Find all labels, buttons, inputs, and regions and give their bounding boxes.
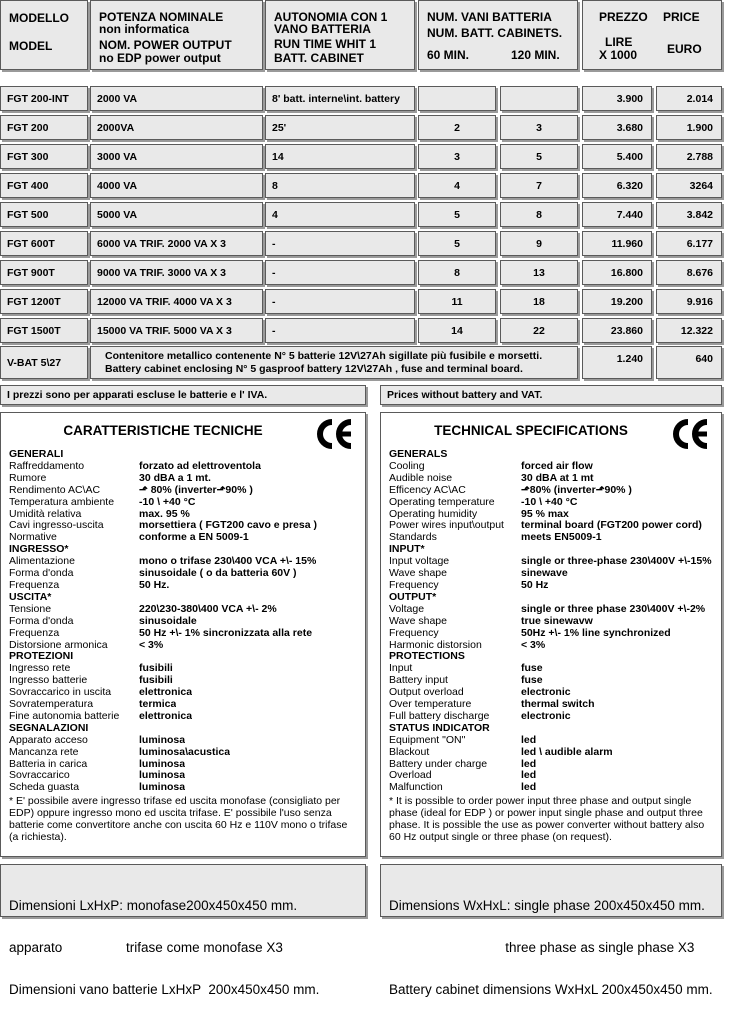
spec-key: Distorsione armonica (9, 639, 108, 651)
spec-key: Harmonic distorsion (389, 639, 482, 651)
spec-value: < 3% (521, 639, 546, 651)
spec-row (389, 663, 715, 675)
spec-row (9, 687, 359, 699)
spec-row (389, 616, 715, 628)
spec-value: luminosa (139, 734, 186, 746)
spec-value: single or three phase 230\400V +\-2% (521, 603, 706, 615)
spec-row (389, 461, 715, 473)
spec-value: terminal board (FGT200 power cord) (521, 520, 702, 532)
row-euro-cell: 2.788 (656, 144, 722, 169)
price-note-it: I prezzi sono per apparati escluse le batterie e l' IVA. (0, 385, 366, 405)
row-min60-cell: 5 (418, 231, 496, 256)
spec-row (9, 485, 359, 497)
spec-value: luminosa (139, 782, 186, 794)
spec-row (9, 461, 359, 473)
spec-key: Sovraccarico (9, 770, 70, 782)
spec-row (9, 520, 359, 532)
spec-value: -10 \ +40 °C (139, 496, 196, 508)
spec-row (389, 675, 715, 687)
row-power-cell: 9000 VA TRIF. 3000 VA X 3 (90, 260, 263, 285)
spec-row (389, 699, 715, 711)
spec-value: true sinewavw (521, 615, 593, 627)
spec-key: Batteria in carica (9, 758, 88, 770)
row-min120-cell: 22 (500, 318, 578, 343)
spec-section-heading: OUTPUT* (389, 590, 437, 603)
vbat-euro: 640 (656, 346, 722, 379)
spec-title-it: CARATTERISTICHE TECNICHE (63, 423, 263, 438)
spec-value: 30 dBA a 1 mt. (139, 472, 211, 484)
row-min120-cell: 8 (500, 202, 578, 227)
row-autonomy-cell: - (265, 260, 415, 285)
header-autonomy-line3: RUN TIME WHIT 1 (274, 37, 376, 51)
spec-value: led (521, 758, 537, 770)
header-model-en: MODEL (9, 39, 53, 53)
spec-key: Malfunction (389, 782, 443, 794)
spec-key: Rumore (9, 472, 47, 484)
spec-value: luminosa (139, 770, 186, 782)
row-lire-cell: 23.860 (582, 318, 652, 343)
dim-en-line2: three phase as single phase X3 (389, 940, 695, 955)
row-autonomy-cell: 25' (265, 115, 415, 140)
spec-key: Audible noise (389, 472, 453, 484)
row-model-cell: FGT 600T (0, 231, 88, 256)
vbat-desc-it: Contenitore metallico contenente N° 5 batterie 12V\27Ah sigillate più fusibile e morsetti. (105, 350, 543, 362)
spec-value: meets EN5009-1 (521, 532, 602, 544)
row-power-cell: 4000 VA (90, 173, 263, 198)
spec-value: sinewave (521, 568, 568, 580)
spec-row (9, 675, 359, 687)
spec-value: led \ audible alarm (521, 746, 613, 758)
row-min120-cell: 3 (500, 115, 578, 140)
spec-row (389, 770, 715, 782)
row-euro-cell: 6.177 (656, 231, 722, 256)
spec-key: Scheda guasta (9, 782, 80, 794)
spec-key: Ingresso rete (9, 663, 71, 675)
spec-section-heading: STATUS INDICATOR (389, 721, 490, 734)
spec-row (389, 604, 715, 616)
spec-section-heading: PROTECTIONS (389, 650, 465, 663)
spec-key: Wave shape (389, 568, 447, 580)
spec-section-heading: GENERALI (9, 448, 64, 460)
row-model-cell: FGT 200 (0, 115, 88, 140)
spec-key: Equipment "ON" (389, 734, 466, 746)
spec-value: fuse (521, 675, 543, 687)
spec-key: Normative (9, 532, 57, 544)
row-min60-cell: 4 (418, 173, 496, 198)
spec-key: Full battery discharge (389, 710, 490, 722)
spec-value: thermal switch (521, 699, 595, 711)
spec-row (9, 735, 359, 747)
spec-row (9, 509, 359, 521)
spec-row (9, 616, 359, 628)
spec-value: ⬏ 80% (inverter⬏90% ) (139, 484, 253, 496)
row-model-cell: FGT 200-INT (0, 86, 88, 111)
vbat-description (90, 346, 578, 379)
row-min120-cell: 5 (500, 144, 578, 169)
spec-key: Operating temperature (389, 496, 495, 508)
header-120min: 120 MIN. (511, 48, 560, 62)
row-model-cell: FGT 300 (0, 144, 88, 169)
row-autonomy-cell: - (265, 289, 415, 314)
spec-panel-it (0, 412, 366, 857)
spec-key: Operating humidity (389, 508, 478, 520)
spec-row (9, 759, 359, 771)
spec-key: Standards (389, 532, 437, 544)
dimensions-it (0, 864, 366, 997)
spec-key: Alimentazione (9, 556, 75, 568)
spec-section-heading: USCITA* (9, 590, 52, 603)
spec-key: Forma d'onda (9, 568, 74, 580)
row-model-cell: FGT 500 (0, 202, 88, 227)
row-autonomy-cell: - (265, 231, 415, 256)
spec-section-heading: GENERALS (389, 448, 448, 460)
spec-value: forced air flow (521, 460, 593, 472)
dim-it-line1: Dimensioni LxHxP: monofase200x450x450 mm. (9, 898, 298, 913)
spec-section-heading: INGRESSO* (9, 543, 69, 556)
spec-value: termica (139, 699, 177, 711)
row-min60-cell: 14 (418, 318, 496, 343)
spec-value: sinusoidale (139, 615, 197, 627)
spec-key: Rendimento AC\AC (9, 484, 101, 496)
spec-value: elettronica (139, 687, 193, 699)
row-euro-cell: 1.900 (656, 115, 722, 140)
spec-row (389, 747, 715, 759)
header-euro: EURO (667, 42, 702, 56)
spec-value: forzato ad elettroventola (139, 460, 261, 472)
spec-row (9, 568, 359, 580)
spec-row (9, 699, 359, 711)
row-euro-cell: 12.322 (656, 318, 722, 343)
spec-value: 50Hz +\- 1% line synchronized (521, 627, 671, 639)
spec-list-it (9, 449, 359, 843)
vbat-model: V-BAT 5\27 (0, 346, 88, 379)
spec-key: Raffreddamento (9, 460, 85, 472)
row-min60-cell (418, 86, 496, 111)
spec-row (389, 568, 715, 580)
spec-key: Frequency (389, 627, 439, 639)
spec-key: Frequenza (9, 627, 60, 639)
spec-key: Cooling (389, 460, 425, 472)
dim-it-line3: Dimensioni vano batterie LxHxP 200x450x450 mm. (9, 982, 320, 997)
row-autonomy-cell: 8' batt. interne\int. battery (265, 86, 415, 111)
spec-key: Apparato acceso (9, 734, 88, 746)
header-x1000: X 1000 (599, 48, 638, 62)
spec-row (389, 497, 715, 509)
spec-value: ⬏80% (inverter⬏90% ) (521, 484, 632, 496)
spec-row (389, 735, 715, 747)
header-lire: LIRE (605, 35, 633, 49)
spec-value: < 3% (139, 639, 164, 651)
spec-key: Mancanza rete (9, 746, 79, 758)
spec-row (389, 687, 715, 699)
spec-key: Umidità relativa (9, 508, 82, 520)
row-lire-cell: 7.440 (582, 202, 652, 227)
header-power-cell (90, 0, 263, 70)
row-min60-cell: 3 (418, 144, 496, 169)
vbat-desc-en: Battery cabinet enclosing N° 5 gasproof battery 12V\27Ah , fuse and terminal board. (105, 363, 523, 375)
spec-section-heading: INPUT* (389, 543, 425, 556)
row-min60-cell: 11 (418, 289, 496, 314)
header-power-line3: NOM. POWER OUTPUT (99, 38, 232, 52)
spec-footnote: * It is possible to order power input three phase and output single phase (ideal for EDP ) or power input single phase and output three phase. It is possible the use as power converter without battery also 60 Hz output single or three phase (on request). (389, 795, 705, 844)
dimensions-en (380, 864, 722, 997)
header-autonomy-line2: VANO BATTERIA (274, 22, 371, 36)
spec-value: 220\230-380\400 VCA +\- 2% (139, 603, 277, 615)
spec-value: led (521, 770, 537, 782)
spec-row (9, 782, 359, 794)
row-autonomy-cell: 14 (265, 144, 415, 169)
spec-value: 50 Hz (521, 579, 549, 591)
row-min60-cell: 5 (418, 202, 496, 227)
spec-row (389, 473, 715, 485)
header-model-it: MODELLO (9, 11, 69, 25)
dim-en-line3: Battery cabinet dimensions WxHxL 200x450x450 mm. (389, 982, 713, 997)
row-min120-cell: 7 (500, 173, 578, 198)
spec-section-heading: PROTEZIONI (9, 650, 74, 663)
spec-key: Tensione (9, 603, 52, 615)
spec-row (389, 556, 715, 568)
spec-value: conforme a EN 5009-1 (139, 532, 249, 544)
spec-value: electronic (521, 710, 571, 722)
spec-value: luminosa\acustica (139, 746, 231, 758)
spec-row (9, 770, 359, 782)
row-power-cell: 6000 VA TRIF. 2000 VA X 3 (90, 231, 263, 256)
spec-value: electronic (521, 687, 571, 699)
row-euro-cell: 2.014 (656, 86, 722, 111)
spec-key: Voltage (389, 603, 425, 615)
row-euro-cell: 3264 (656, 173, 722, 198)
spec-value: fusibili (139, 663, 173, 675)
spec-value: max. 95 % (139, 508, 190, 520)
spec-value: 50 Hz. (139, 579, 170, 591)
spec-key: Wave shape (389, 615, 447, 627)
header-price-cell (582, 0, 722, 70)
spec-value: single or three-phase 230\400V +\-15% (521, 556, 712, 568)
row-euro-cell: 9.916 (656, 289, 722, 314)
row-model-cell: FGT 1200T (0, 289, 88, 314)
spec-value: mono o trifase 230\400 VCA +\- 15% (139, 556, 317, 568)
spec-footnote: * E' possibile avere ingresso trifase ed uscita monofase (consigliato per EDP) oppure ingresso mono ed uscita trifase. E' possibile l'uso senza batterie come convertitore anche con uscita 60 Hz e 110V mono o trifase (a richiesta). (9, 795, 348, 844)
row-model-cell: FGT 900T (0, 260, 88, 285)
row-model-cell: FGT 1500T (0, 318, 88, 343)
spec-key: Temperatura ambiente (9, 496, 115, 508)
header-cabinets-cell (418, 0, 578, 70)
row-lire-cell: 16.800 (582, 260, 652, 285)
header-price-it: PREZZO (599, 10, 648, 24)
spec-key: Battery input (389, 675, 448, 687)
row-lire-cell: 19.200 (582, 289, 652, 314)
spec-value: 50 Hz +\- 1% sincronizzata alla rete (139, 627, 313, 639)
row-power-cell: 5000 VA (90, 202, 263, 227)
spec-row (389, 580, 715, 592)
row-power-cell: 12000 VA TRIF. 4000 VA X 3 (90, 289, 263, 314)
row-euro-cell: 8.676 (656, 260, 722, 285)
spec-key: Power wires input\output (389, 520, 504, 532)
spec-key: Fine autonomia batterie (9, 710, 120, 722)
vbat-lire: 1.240 (582, 346, 652, 379)
spec-key: Cavi ingresso-uscita (9, 520, 104, 532)
row-power-cell: 15000 VA TRIF. 5000 VA X 3 (90, 318, 263, 343)
spec-value: luminosa (139, 758, 186, 770)
spec-key: Efficency AC\AC (389, 484, 466, 496)
row-autonomy-cell: 8 (265, 173, 415, 198)
spec-key: Frequency (389, 579, 439, 591)
spec-row (9, 628, 359, 640)
spec-row (9, 497, 359, 509)
header-autonomy-cell (265, 0, 415, 70)
spec-row (389, 485, 715, 497)
row-min60-cell: 2 (418, 115, 496, 140)
row-min120-cell: 9 (500, 231, 578, 256)
row-min120-cell (500, 86, 578, 111)
header-autonomy-line1: AUTONOMIA CON 1 (274, 10, 388, 24)
spec-value: sinusoidale ( o da batteria 60V ) (139, 568, 297, 580)
header-model-cell (0, 0, 88, 70)
dim-en-line1: Dimensions WxHxL: single phase 200x450x450 mm. (389, 898, 705, 913)
spec-key: Blackout (389, 746, 430, 758)
row-model-cell: FGT 400 (0, 173, 88, 198)
header-cabinets-en: NUM. BATT. CABINETS. (427, 26, 563, 40)
spec-value: led (521, 734, 537, 746)
ce-mark-icon (671, 419, 711, 449)
row-lire-cell: 3.900 (582, 86, 652, 111)
spec-row (9, 604, 359, 616)
row-lire-cell: 6.320 (582, 173, 652, 198)
row-power-cell: 2000VA (90, 115, 263, 140)
spec-row (389, 509, 715, 521)
dim-it-line2: apparato trifase come monofase X3 (9, 940, 283, 955)
spec-row (389, 782, 715, 794)
spec-value: morsettiera ( FGT200 cavo e presa ) (139, 520, 317, 532)
spec-key: Output overload (389, 687, 464, 699)
spec-value: elettronica (139, 710, 193, 722)
row-power-cell: 2000 VA (90, 86, 263, 111)
header-price-en: PRICE (663, 10, 700, 24)
spec-row (9, 473, 359, 485)
spec-key: Over temperature (389, 699, 472, 711)
spec-key: Overload (389, 770, 432, 782)
spec-key: Sovratemperatura (9, 699, 94, 711)
spec-value: led (521, 782, 537, 794)
price-note-en: Prices without battery and VAT. (380, 385, 722, 405)
row-autonomy-cell: 4 (265, 202, 415, 227)
spec-row (389, 628, 715, 640)
row-autonomy-cell: - (265, 318, 415, 343)
spec-row (389, 520, 715, 532)
spec-list-en (389, 449, 715, 843)
spec-value: fuse (521, 663, 543, 675)
spec-key: Input voltage (389, 556, 450, 568)
spec-section-heading: SEGNALAZIONI (9, 721, 89, 734)
spec-key: Frequenza (9, 579, 60, 591)
header-power-line2: non informatica (99, 22, 190, 36)
row-euro-cell: 3.842 (656, 202, 722, 227)
header-autonomy-line4: BATT. CABINET (274, 51, 364, 65)
row-min60-cell: 8 (418, 260, 496, 285)
spec-value: -10 \ +40 °C (521, 496, 578, 508)
spec-title-en: TECHNICAL SPECIFICATIONS (434, 423, 628, 438)
spec-key: Sovraccarico in uscita (9, 687, 112, 699)
row-lire-cell: 11.960 (582, 231, 652, 256)
header-power-line4: no EDP power output (99, 51, 221, 65)
ce-mark-icon (315, 419, 355, 449)
spec-key: Battery under charge (389, 758, 488, 770)
header-60min: 60 MIN. (427, 48, 470, 62)
spec-row (389, 759, 715, 771)
row-min120-cell: 13 (500, 260, 578, 285)
row-power-cell: 3000 VA (90, 144, 263, 169)
spec-key: Forma d'onda (9, 615, 74, 627)
row-lire-cell: 3.680 (582, 115, 652, 140)
header-cabinets-it: NUM. VANI BATTERIA (427, 10, 552, 24)
spec-value: fusibili (139, 675, 173, 687)
spec-row (9, 747, 359, 759)
spec-key: Ingresso batterie (9, 675, 88, 687)
spec-row (9, 663, 359, 675)
spec-row (389, 532, 715, 544)
spec-value: 30 dBA at 1 mt (521, 472, 594, 484)
row-lire-cell: 5.400 (582, 144, 652, 169)
spec-key: Input (389, 663, 413, 675)
spec-value: 95 % max (521, 508, 569, 520)
spec-row (9, 556, 359, 568)
spec-panel-en (380, 412, 722, 857)
row-min120-cell: 18 (500, 289, 578, 314)
spec-row (9, 580, 359, 592)
header-power-line1: POTENZA NOMINALE (99, 10, 224, 24)
